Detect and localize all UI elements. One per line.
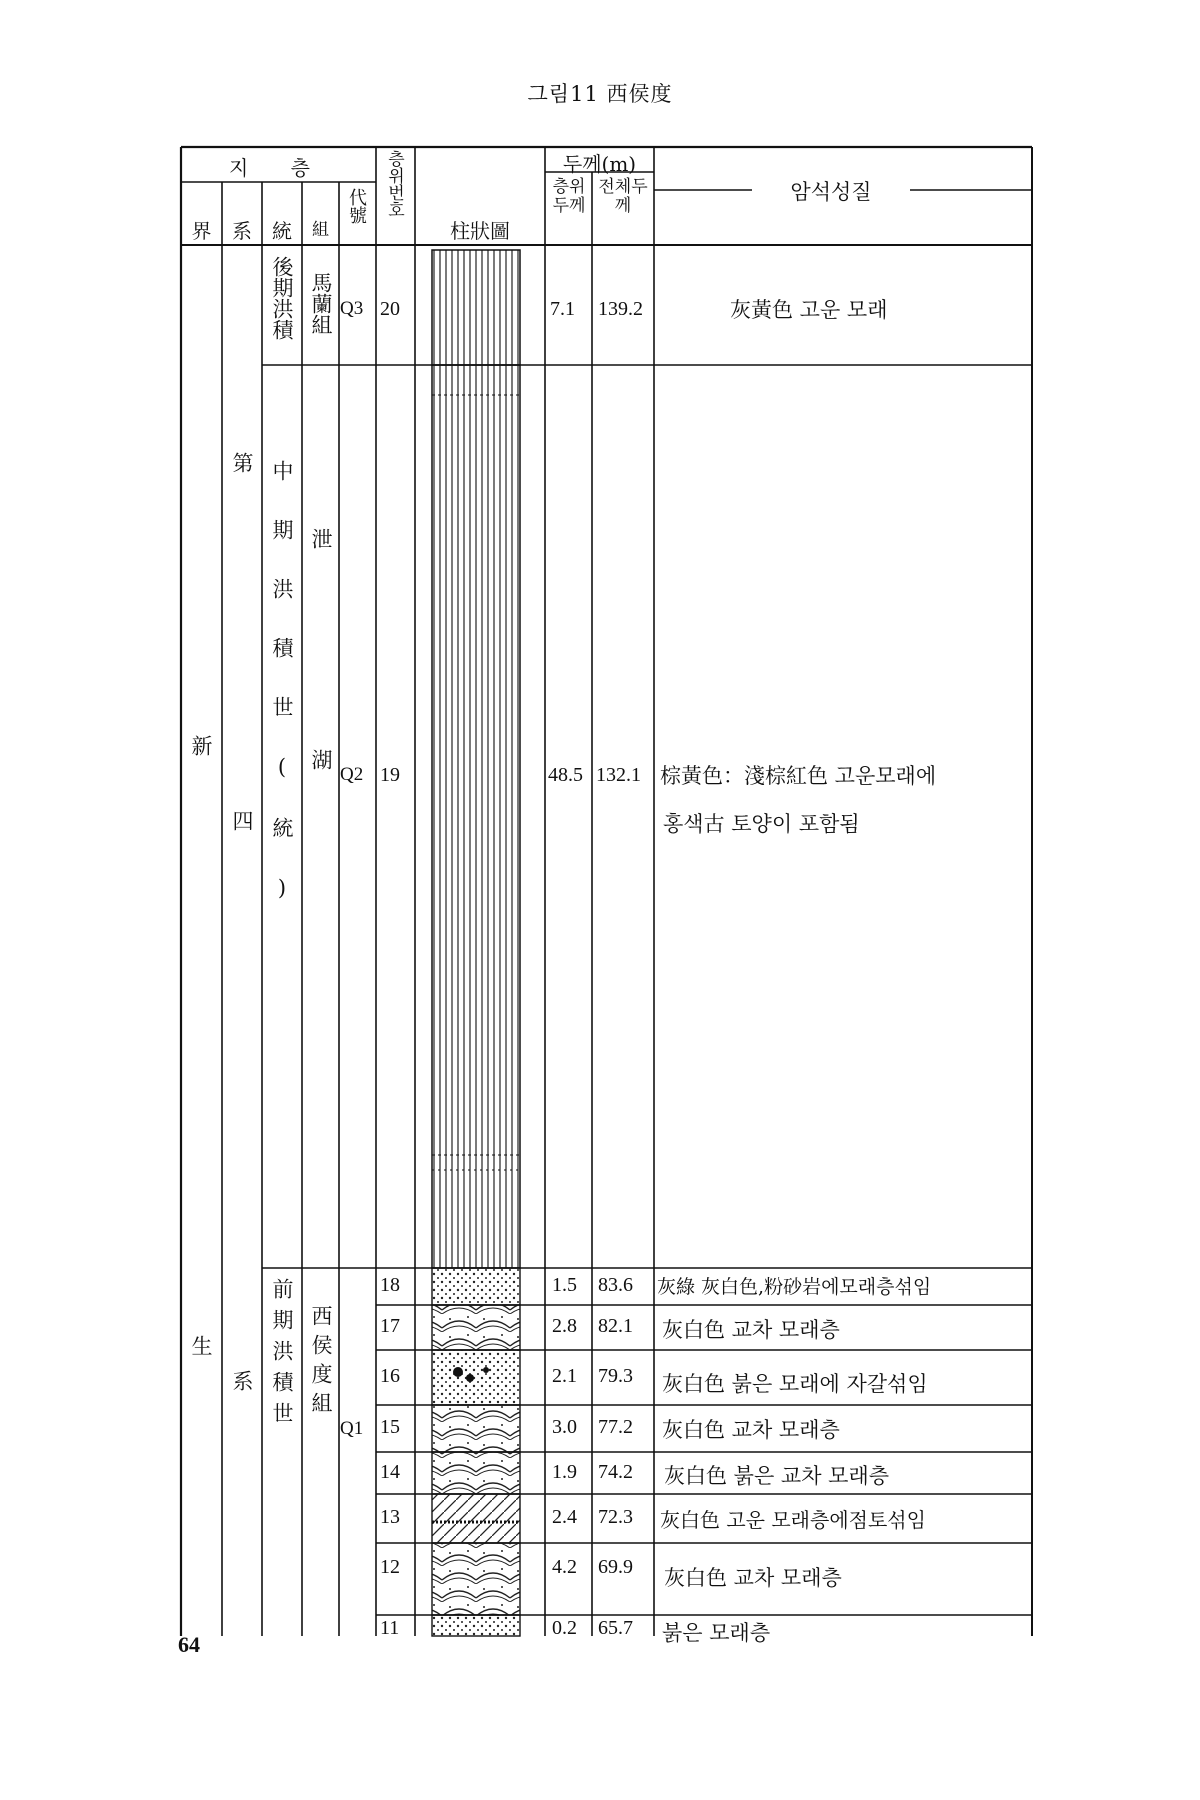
layer-description: 灰白色 붉은 교차 모래층	[664, 1464, 890, 1488]
layer-description: 붉은 모래층	[662, 1621, 771, 1645]
layer-description: 灰黃色 고운 모래	[730, 298, 888, 322]
layer-no: 17	[380, 1315, 400, 1337]
layer-thickness: 7.1	[550, 298, 575, 320]
header-so: 組	[312, 220, 329, 240]
kai-shin: 新	[189, 735, 213, 756]
kei-shi: 四	[230, 810, 254, 831]
kei-dai: 第	[230, 452, 254, 473]
so-malan: 馬蘭組	[309, 272, 333, 335]
layer-no: 18	[380, 1274, 400, 1296]
header-total-thk: 전체두께	[598, 177, 648, 216]
layer-total: 69.9	[598, 1556, 633, 1578]
layer-no: 14	[380, 1461, 400, 1483]
layer-no: 16	[380, 1365, 400, 1387]
tou-middle: 中期洪積世(統)	[270, 460, 294, 938]
header-kei: 系	[232, 219, 252, 243]
layer-thickness: 4.2	[552, 1556, 577, 1578]
layer-total: 72.3	[598, 1506, 633, 1528]
so-nihewan: 泄湖	[309, 528, 333, 970]
figure-caption: 그림11 西侯度	[527, 82, 673, 106]
layer-total: 79.3	[598, 1365, 633, 1387]
layer-description: 棕黃色：淺棕紅色 고운모래에	[660, 764, 937, 788]
layer-total: 82.1	[598, 1315, 633, 1337]
code-q1: Q1	[340, 1418, 364, 1439]
header-strata: 지 층	[229, 156, 328, 180]
layer-thickness: 2.8	[552, 1315, 577, 1337]
layer-no: 12	[380, 1556, 400, 1578]
so-xihoudu: 西侯度組	[309, 1305, 333, 1421]
layer-description: 灰白色 붉은 모래에 자갈섞임	[662, 1372, 928, 1396]
header-kai: 界	[191, 219, 212, 243]
layer-total: 139.2	[598, 298, 643, 320]
layer-description-line2: 홍색古 토양이 포함됨	[663, 812, 860, 836]
layer-total: 74.2	[598, 1461, 633, 1483]
tou-late: 後期洪積	[270, 256, 294, 340]
header-layer-no: 층위번호	[384, 150, 404, 218]
header-lithology: 암석성질	[790, 180, 872, 204]
header-thickness: 두께(m)	[562, 152, 637, 176]
layer-description: 灰白色 교차 모래층	[662, 1318, 840, 1342]
layer-description: 灰白色 고운 모래층에점토섞임	[660, 1508, 926, 1532]
page-number: 64	[178, 1632, 200, 1657]
layer-no: 13	[380, 1506, 400, 1528]
layer-total: 132.1	[596, 764, 641, 786]
layer-thickness: 48.5	[548, 764, 583, 786]
layer-thickness: 1.5	[552, 1274, 577, 1296]
kei-kei: 系	[230, 1370, 254, 1391]
layer-thickness: 1.9	[552, 1461, 577, 1483]
layer-description: 灰白色 교차 모래층	[664, 1566, 842, 1590]
layer-total: 77.2	[598, 1416, 633, 1438]
layer-thickness: 3.0	[552, 1416, 577, 1438]
kai-sei: 生	[189, 1335, 213, 1356]
layer-no: 15	[380, 1416, 400, 1438]
layer-no: 11	[380, 1617, 400, 1639]
layer-no: 20	[380, 298, 400, 320]
code-q2: Q2	[340, 764, 364, 785]
tou-early: 前期洪積世	[270, 1278, 294, 1433]
code-q3: Q3	[340, 298, 364, 319]
header-column: 柱狀圖	[450, 219, 510, 243]
layer-no: 19	[380, 764, 400, 786]
layer-thickness: 0.2	[552, 1617, 577, 1639]
header-layer-thk: 층위두께	[552, 177, 586, 216]
layer-description: 灰白色 교차 모래층	[662, 1418, 840, 1442]
header-tou: 統	[272, 219, 292, 243]
layer-thickness: 2.4	[552, 1506, 577, 1528]
layer-thickness: 2.1	[552, 1365, 577, 1387]
layer-description: 灰綠 灰白色,粉砂岩에모래층섞임	[657, 1276, 932, 1298]
layer-total: 83.6	[598, 1274, 633, 1296]
header-daihao: 代號	[346, 188, 367, 224]
stratigraphic-column	[432, 250, 520, 1636]
layer-total: 65.7	[598, 1617, 633, 1639]
